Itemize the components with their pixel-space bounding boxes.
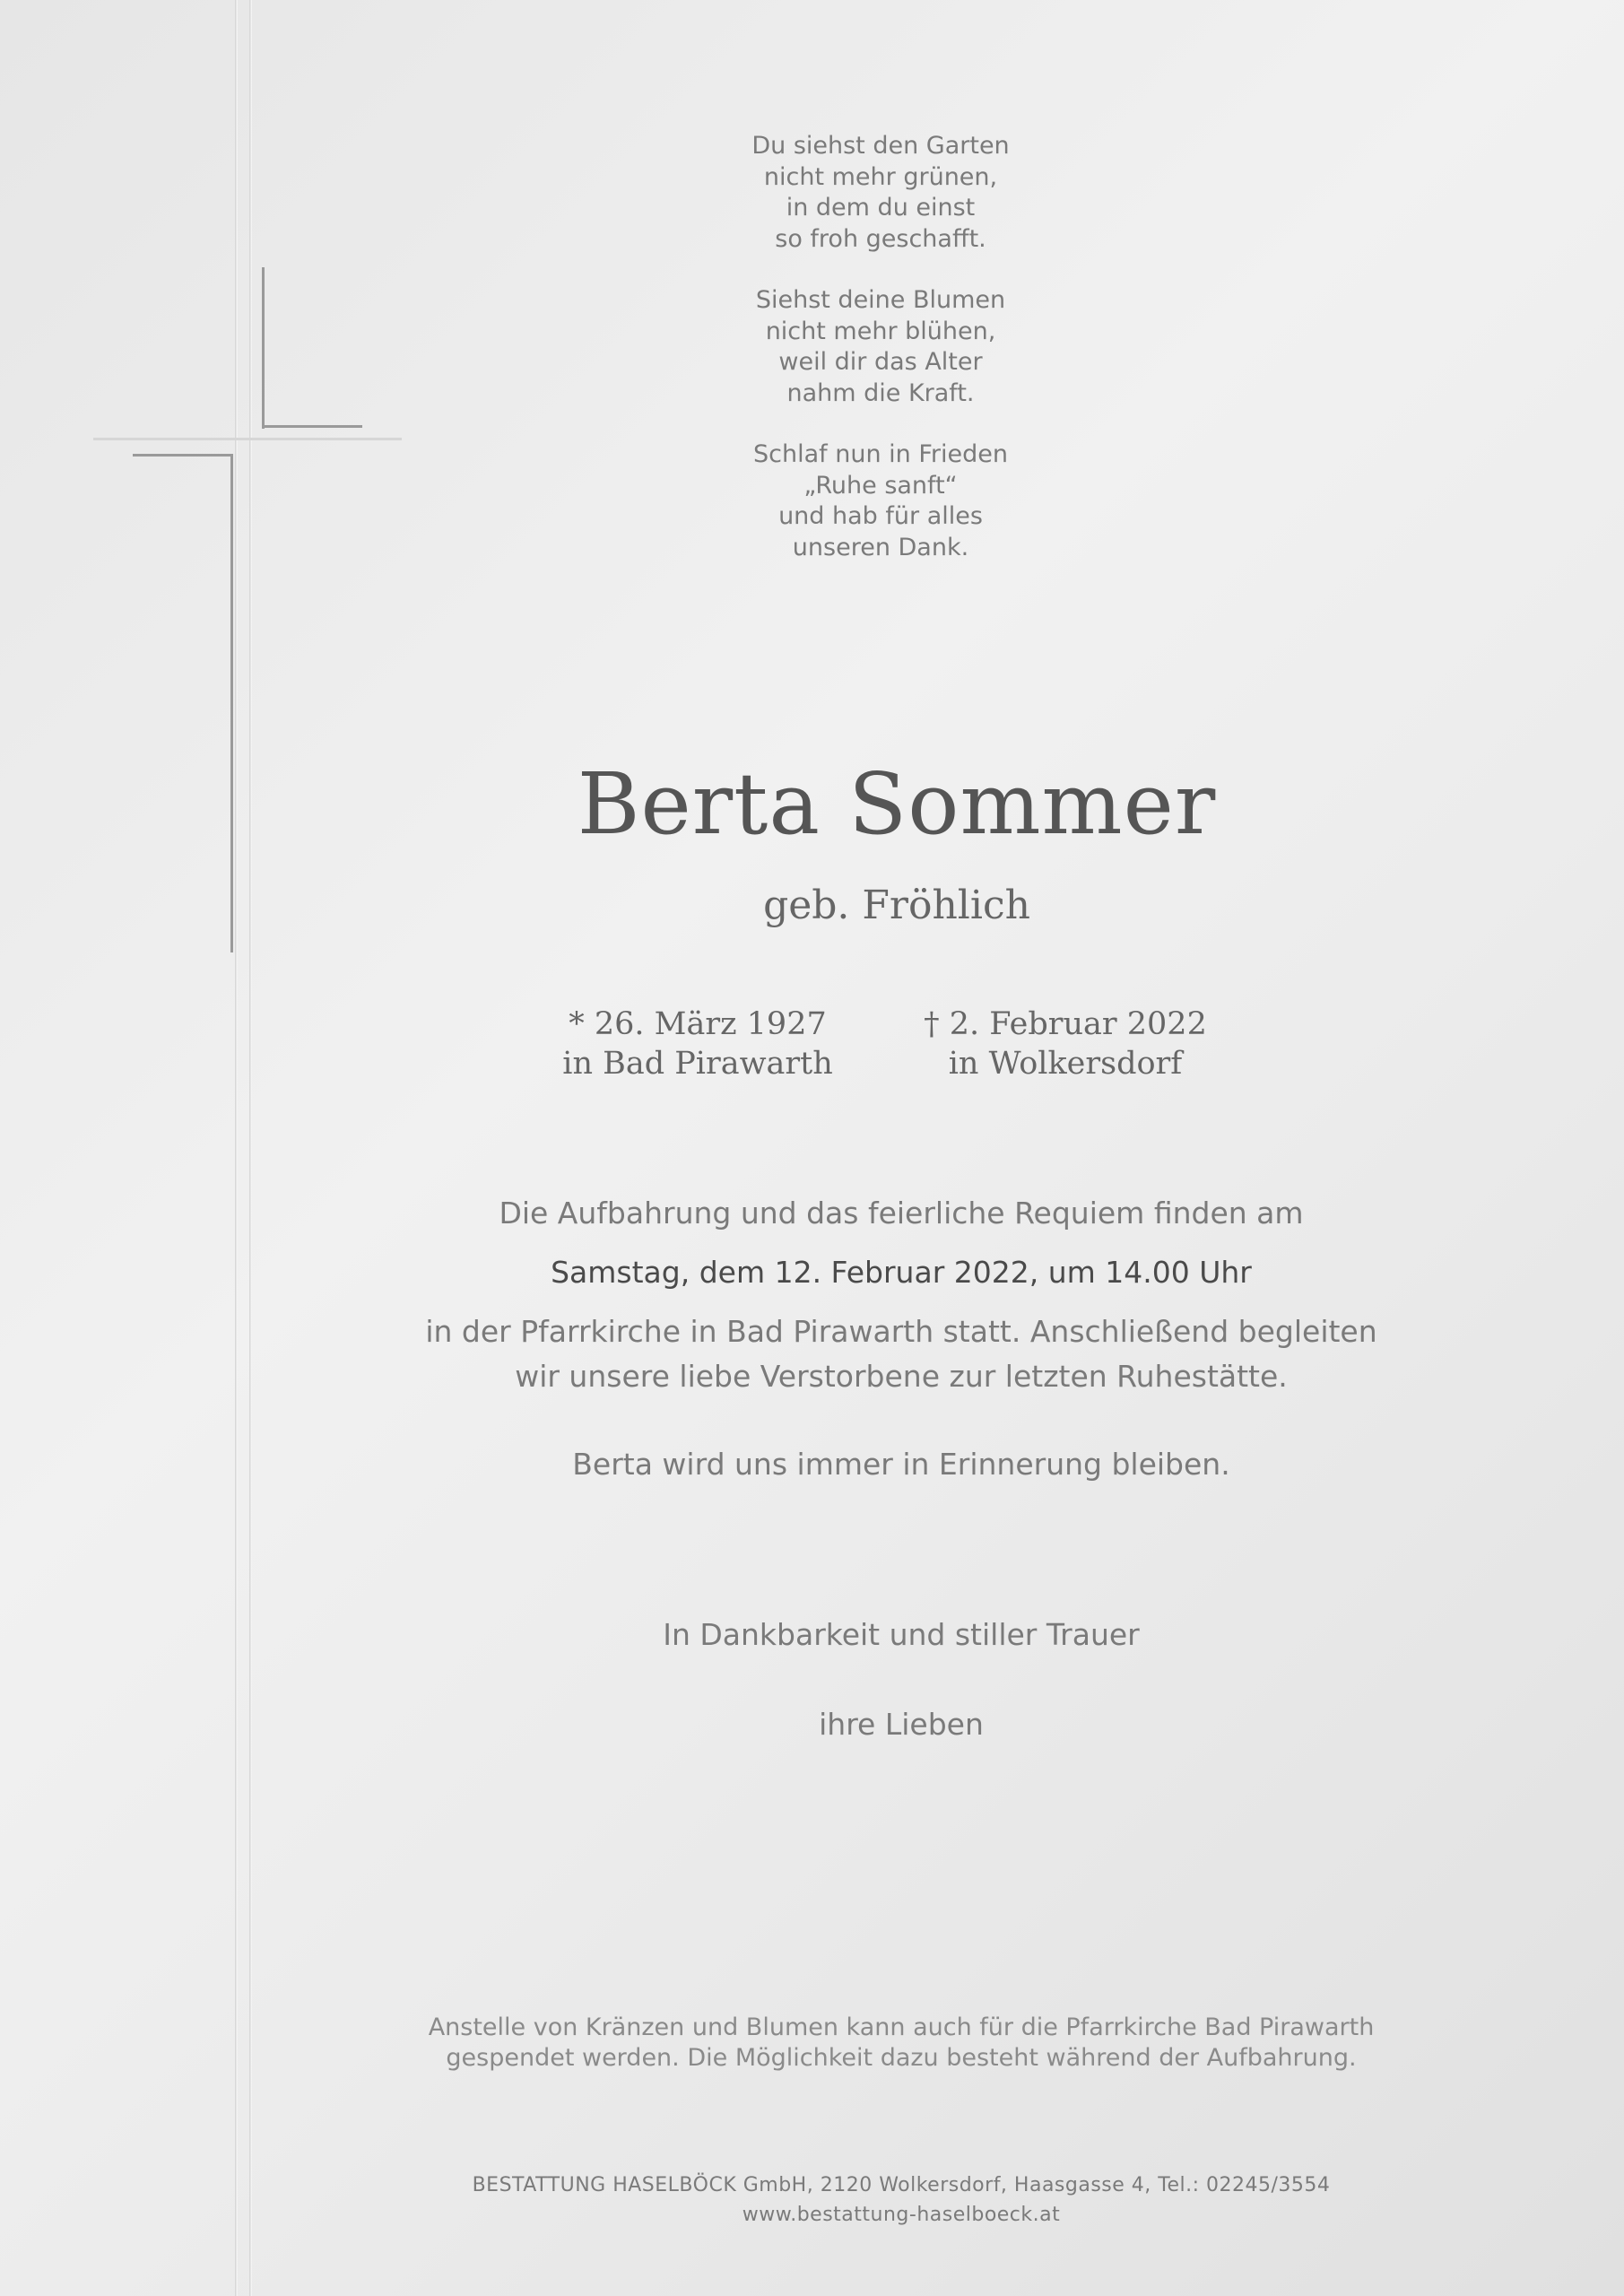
- poem-line: in dem du einst: [786, 194, 976, 222]
- birth-place: in Bad Pirawarth: [562, 1046, 833, 1082]
- death-place: in Wolkersdorf: [948, 1046, 1183, 1082]
- remembrance-text: Berta wird uns immer in Erinnerung bleiben.: [572, 1447, 1230, 1482]
- funeral-home-footer: [359, 2170, 1444, 2230]
- poem-line: Du siehst den Garten: [751, 132, 1010, 160]
- donation-line: gespendet werden. Die Möglichkeit dazu besteht während der Aufbahrung.: [446, 2044, 1357, 2072]
- ceremony-place-line: in der Pfarrkirche in Bad Pirawarth statt. Anschließend begleiten: [425, 1314, 1377, 1349]
- closing-signature: ihre Lieben: [819, 1707, 984, 1742]
- deceased-name: Berta Sommer: [577, 755, 1217, 854]
- poem-line: weil dir das Alter: [778, 348, 983, 376]
- ceremony-place-line: wir unsere liebe Verstorbene zur letzten Ruhestätte.: [515, 1359, 1288, 1394]
- poem-line: nicht mehr blühen,: [765, 317, 996, 345]
- death-info: [877, 1004, 1254, 1083]
- poem-line: Siehst deine Blumen: [755, 286, 1006, 314]
- poem-line: nicht mehr grünen,: [763, 162, 998, 191]
- ceremony-date: Samstag, dem 12. Februar 2022, um 14.00 Uhr: [551, 1255, 1252, 1290]
- poem-line: Schlaf nun in Frieden: [753, 440, 1008, 468]
- poem-line: „Ruhe sanft“: [803, 471, 958, 500]
- closing-thanks: In Dankbarkeit und stiller Trauer: [663, 1617, 1140, 1652]
- poem-line: nahm die Kraft.: [786, 378, 975, 407]
- poem-stanza: [701, 439, 1060, 563]
- poem-stanza: [701, 131, 1060, 255]
- funeral-home-address: BESTATTUNG HASELBÖCK GmbH, 2120 Wolkersdorf, Haasgasse 4, Tel.: 02245/3554: [472, 2174, 1331, 2196]
- donation-line: Anstelle von Kränzen und Blumen kann auch für die Pfarrkirche Bad Pirawarth: [428, 2013, 1375, 2041]
- left-border-line: [235, 0, 238, 2296]
- birth-info: [509, 1004, 886, 1083]
- death-date: † 2. Februar 2022: [924, 1006, 1207, 1042]
- left-border-line: [249, 0, 252, 2296]
- donation-note: [359, 2013, 1444, 2074]
- funeral-home-website[interactable]: www.bestattung-haselboeck.at: [742, 2204, 1061, 2226]
- poem-line: und hab für alles: [778, 502, 983, 530]
- poem-line: unseren Dank.: [792, 533, 969, 561]
- poem-line: so froh geschafft.: [775, 224, 986, 253]
- birth-date: * 26. März 1927: [569, 1006, 827, 1042]
- poem: [701, 131, 1060, 594]
- maiden-name: geb. Fröhlich: [763, 883, 1030, 928]
- poem-stanza: [701, 285, 1060, 409]
- ceremony-intro: Die Aufbahrung und das feierliche Requiem finden am: [499, 1196, 1304, 1231]
- ceremony-place: [359, 1309, 1444, 1399]
